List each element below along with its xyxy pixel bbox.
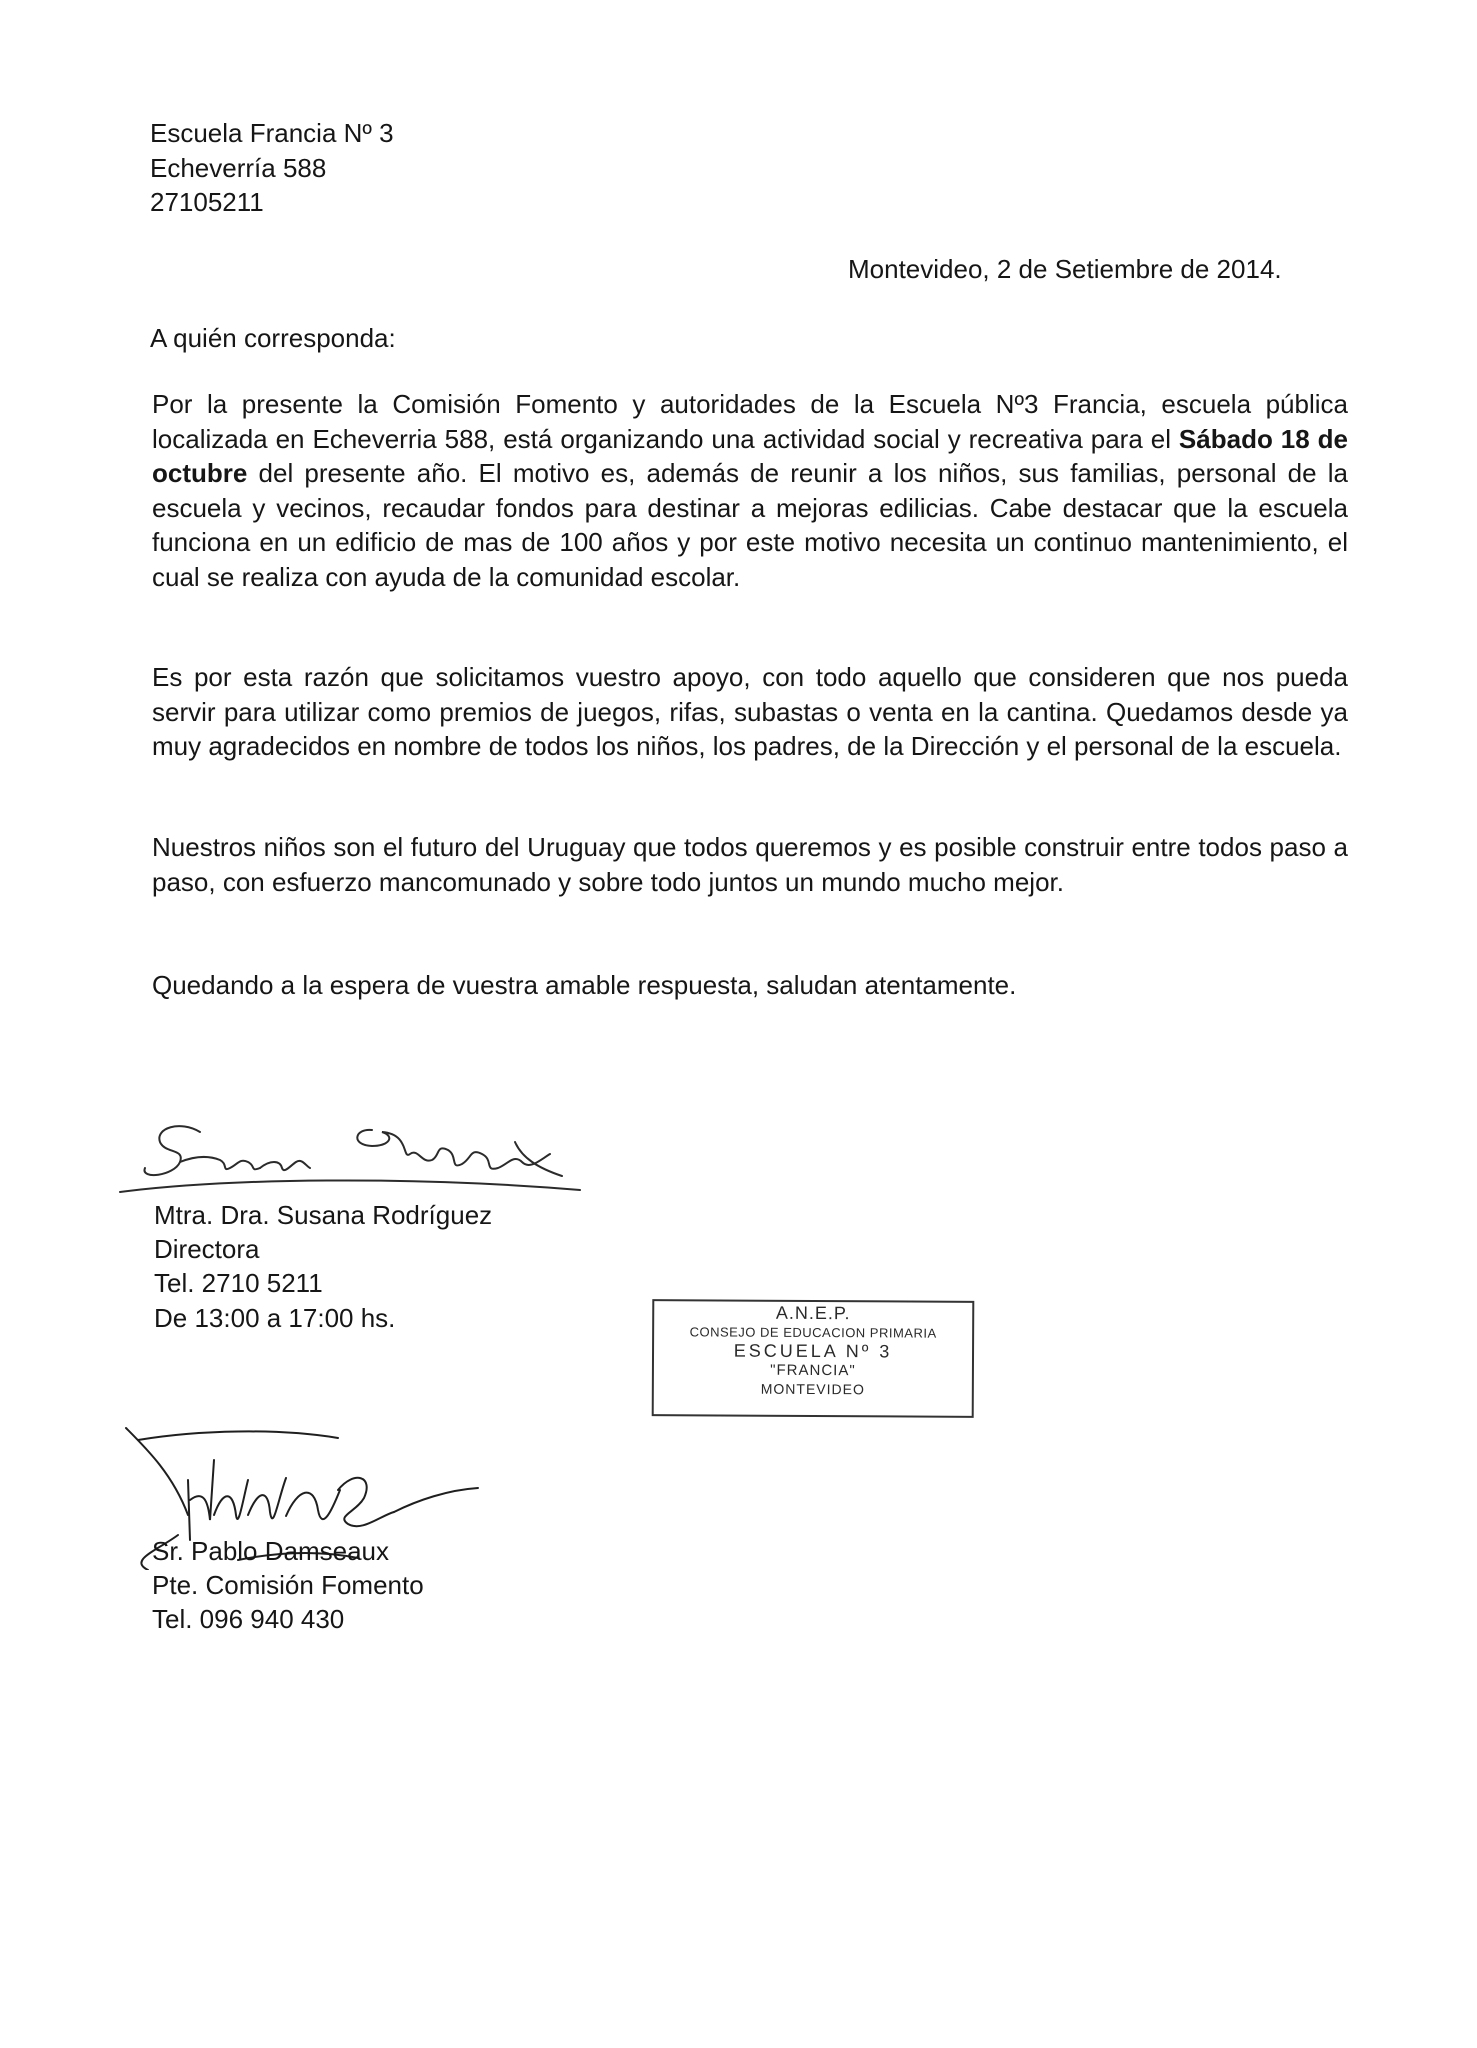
body-paragraph-2: Es por esta razón que solicitamos vuestro apoyo, con todo aquello que consideren que nos pueda servir para utilizar como premios de juegos, rifas, subastas o venta en la cantina. Quedamos desde ya muy agradecidos en nombre de todos los niños, los padres, de la Dirección y el personal de la escuela. [152, 662, 1348, 761]
stamp-line-school: ESCUELA Nº 3 [733, 1340, 893, 1362]
signatory2-phone: Tel. 096 940 430 [152, 1604, 345, 1634]
stamp-line-anep: A.N.E.P. [775, 1302, 851, 1324]
signatory1-name: Mtra. Dra. Susana Rodríguez [154, 1200, 493, 1230]
school-stamp [652, 1299, 975, 1418]
signatory1-phone: Tel. 2710 5211 [154, 1268, 323, 1298]
stamp-line-city: MONTEVIDEO [760, 1380, 865, 1398]
signatory2-name: Sr. Pablo Damseaux [152, 1536, 390, 1566]
event-date-highlight: Sábado 18 de octubre [152, 423, 1348, 488]
signatory1-hours: De 13:00 a 17:00 hs. [154, 1303, 396, 1333]
stamp-line-council: CONSEJO DE EDUCACION PRIMARIA [689, 1324, 937, 1341]
sender-address: Echeverría 588 [150, 153, 327, 183]
body-paragraph-3: Nuestros niños son el futuro del Uruguay que todos queremos y es posible construir entre todos paso a paso, con esfuerzo mancomunado y sobre todo juntos un mundo mucho mejor. [152, 832, 1348, 897]
salutation: A quién corresponda: [150, 323, 396, 353]
paragraph-1-text-end: del presente año. El motivo es, además de reunir a los niños, sus familias, personal de la escuela y vecinos, recaudar fondos para destinar a mejoras edilicias. Cabe destacar que la escuela funciona en un edificio de mas de 100 años y por este motivo necesita un continuo mantenimiento, el cual se realiza con ayuda de la comunidad escolar. [152, 458, 1348, 592]
signature-susana-rodriguez [110, 1110, 590, 1210]
sender-phone: 27105211 [150, 187, 264, 217]
body-paragraph-1 [152, 387, 1348, 594]
paragraph-1-text-start: Por la presente la Comisión Fomento y autoridades de la Escuela Nº3 Francia, escuela pública localizada en Echeverria 588, está organizando una actividad social y recreativa para el [152, 389, 1348, 454]
signatory1-role: Directora [154, 1234, 260, 1264]
stamp-line-francia: "FRANCIA" [770, 1361, 856, 1380]
signatory2-role: Pte. Comisión Fomento [152, 1570, 424, 1600]
sender-school-name: Escuela Francia Nº 3 [150, 118, 394, 148]
closing-line: Quedando a la espera de vuestra amable respuesta, saludan atentamente. [152, 970, 1017, 1000]
date-line: Montevideo, 2 de Setiembre de 2014. [848, 254, 1282, 284]
